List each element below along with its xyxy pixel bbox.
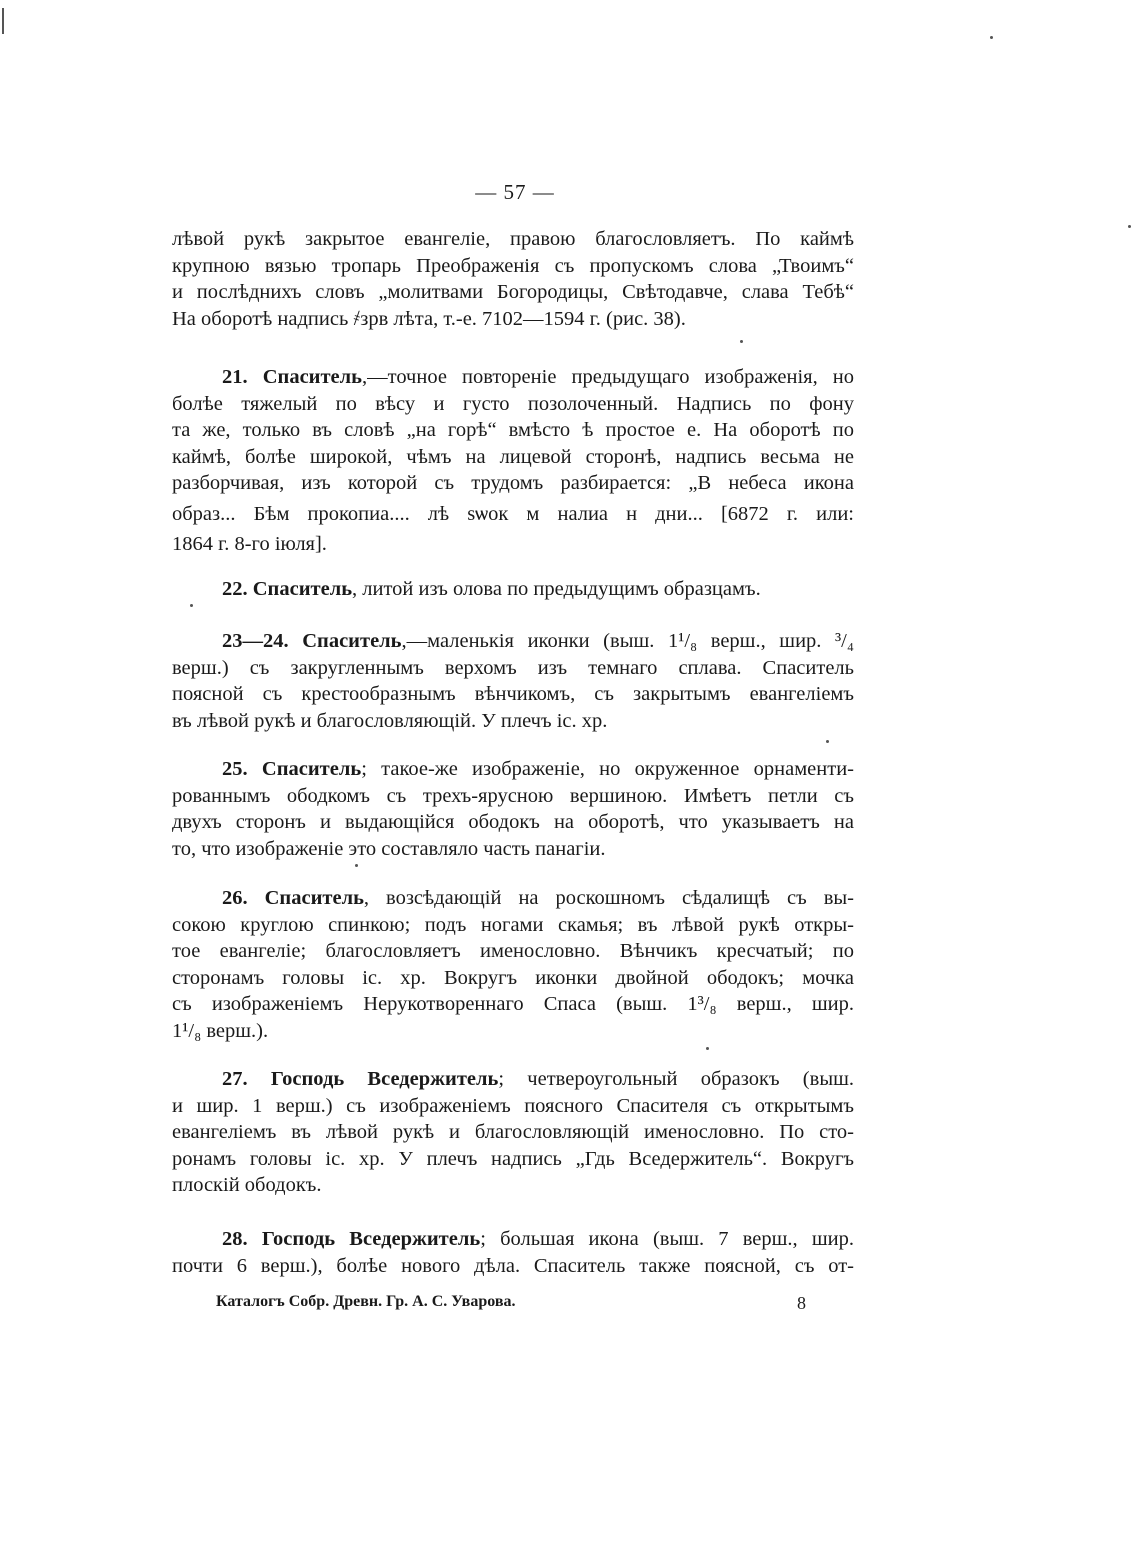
text-line: двухъ сторонъ и выдающійся ободокъ на оборотѣ, что указываетъ на bbox=[172, 811, 854, 834]
entry-28 bbox=[172, 1226, 854, 1279]
entry-21 bbox=[172, 364, 854, 558]
scan-speck bbox=[990, 36, 993, 39]
entry-number: 28. bbox=[222, 1228, 248, 1250]
scan-speck bbox=[355, 864, 358, 867]
entry-26 bbox=[172, 885, 854, 1045]
text-line: рованнымъ ободкомъ съ трехъ-ярусною вершиною. Имѣетъ петли съ bbox=[172, 784, 854, 807]
entry-heading: Спаситель bbox=[302, 630, 402, 652]
entry-heading: Господь Вседержитель bbox=[261, 1228, 481, 1250]
text-line: ,—точное повтореніе предыдущаго изображенія, но bbox=[362, 366, 855, 388]
entry-22 bbox=[172, 576, 854, 603]
text-line: сокою круглою спинкою; подъ ногами скамья; въ лѣвой рукѣ откры- bbox=[172, 913, 854, 936]
text-line: тое евангеліе; благословляетъ именословно. Вѣнчикъ кресчатый; по bbox=[172, 940, 854, 963]
signature-text: Каталогъ Собр. Древн. Гр. А. С. Уварова. bbox=[216, 1293, 516, 1310]
text-line: и послѣднихъ словъ „молитвами Богородицы, Свѣтодавче, слава Тебѣ“ bbox=[172, 281, 854, 304]
text-line: ; четвероугольный образокъ (выш. bbox=[498, 1068, 855, 1090]
text-line: та же, только въ словѣ „на горѣ“ вмѣсто ѣ простое е. На оборотѣ по bbox=[172, 419, 854, 442]
entry-number: 27. bbox=[222, 1068, 248, 1090]
entry-heading: Спаситель bbox=[264, 887, 364, 909]
entry-25 bbox=[172, 756, 854, 862]
scan-speck bbox=[190, 604, 193, 607]
entry-number: 25. bbox=[222, 758, 248, 780]
scan-speck bbox=[740, 340, 743, 343]
text-line: , литой изъ олова по предыдущимъ образцамъ. bbox=[352, 578, 761, 600]
text-line: болѣе тяжелый по вѣсу и густо позолоченный. Надпись по фону bbox=[172, 392, 854, 415]
text-line: евангеліемъ въ лѣвой рукѣ и благословляющій именословно. По сто- bbox=[172, 1121, 854, 1144]
entry-heading: Господь Вседержитель bbox=[270, 1068, 499, 1090]
text-line: верш.) съ закругленнымъ верхомъ изъ темнаго сплава. Спаситель bbox=[172, 656, 854, 679]
intro-paragraph bbox=[172, 226, 854, 332]
scan-mark bbox=[2, 8, 4, 34]
entry-number: 21. bbox=[222, 366, 248, 388]
entry-23-24 bbox=[172, 628, 854, 734]
text-line: то, что изображеніе это составляло часть панагіи. bbox=[172, 837, 606, 860]
footer-signature bbox=[216, 1293, 806, 1311]
text-line: каймѣ, болѣе широкой, чѣмъ на лицевой сторонѣ, надпись весьма не bbox=[172, 445, 854, 468]
text-line: поясной съ крестообразнымъ вѣнчикомъ, съ закрытымъ евангеліемъ bbox=[172, 683, 854, 706]
sheet-number: 8 bbox=[797, 1293, 806, 1313]
text-line: сторонамъ головы іс. хр. Вокругъ иконки двойной ободокъ; мочка bbox=[172, 966, 854, 989]
text-line: крупною вязью тропарь Преображенія съ пропускомъ слова „Твоимъ“ bbox=[172, 254, 854, 277]
entry-heading: Спаситель bbox=[261, 758, 362, 780]
entry-number: 26. bbox=[222, 887, 248, 909]
text-line: лѣвой рукѣ закрытое евангеліе, правою благословляетъ. По каймѣ bbox=[172, 228, 854, 250]
scan-speck bbox=[1128, 225, 1131, 228]
entry-27 bbox=[172, 1066, 854, 1199]
text-line: ; такое-же изображеніе, но окруженное орнаменти- bbox=[361, 758, 854, 780]
text-line: плоскій ободокъ. bbox=[172, 1174, 322, 1197]
entry-number: 22. bbox=[222, 578, 248, 600]
scan-speck bbox=[826, 740, 829, 743]
text-line: ,—маленькія иконки (выш. 1¹/₈ верш., шир. ³/₄ bbox=[401, 630, 854, 652]
text-line: почти 6 верш.), болѣе нового дѣла. Спаситель также поясной, съ от- bbox=[172, 1254, 854, 1277]
text-line: ронамъ головы іс. хр. У плечъ надпись „Гдь Вседержитель“. Вокругъ bbox=[172, 1147, 854, 1170]
text-line: разборчивая, изъ которой съ трудомъ разбирается: „В небеса икона bbox=[172, 472, 854, 495]
text-line: , возсѣдающій на роскошномъ сѣдалищѣ съ вы- bbox=[363, 887, 855, 909]
entry-number: 23—24. bbox=[222, 630, 289, 652]
entry-heading: Спаситель bbox=[252, 578, 353, 600]
text-line: 1¹/₈ верш.). bbox=[172, 1019, 269, 1042]
entry-heading: Спаситель bbox=[262, 366, 362, 388]
text-line: ; большая икона (выш. 7 верш., шир. bbox=[480, 1228, 854, 1250]
text-line: съ изображеніемъ Нерукотвореннаго Спаса (выш. 1³/₈ верш., шир. bbox=[172, 993, 854, 1016]
scan-speck bbox=[706, 1047, 709, 1050]
page-number: — 57 — bbox=[475, 180, 555, 204]
text-line: и шир. 1 верш.) съ изображеніемъ поясного Спасителя съ открытымъ bbox=[172, 1094, 854, 1117]
text-line: въ лѣвой рукѣ и благословляющій. У плечъ іс. хр. bbox=[172, 709, 608, 732]
text-line: образ... Бѣм прокопиа.... лѣ sѡок м налиа н дни... [6872 г. или: bbox=[172, 502, 854, 525]
text-line: На оборотѣ надпись ҂зрв лѣта, т.-е. 7102—1594 г. (рис. 38). bbox=[172, 307, 686, 330]
text-line: 1864 г. 8-го іюля]. bbox=[172, 532, 327, 555]
